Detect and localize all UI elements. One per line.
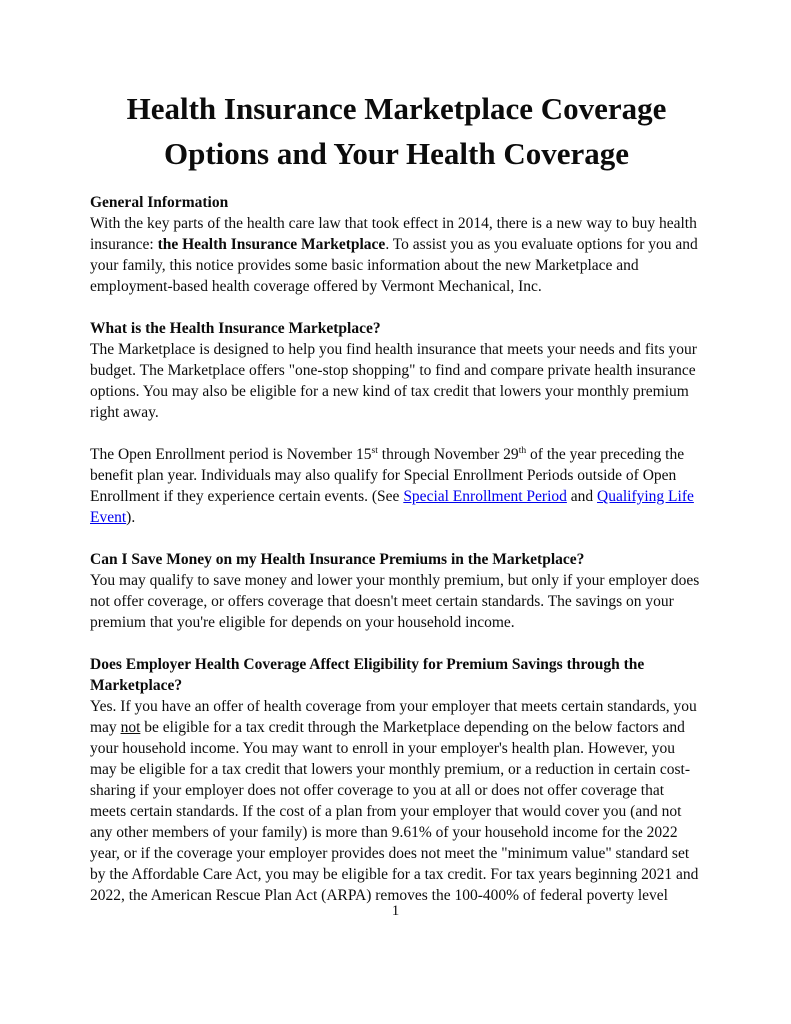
ordinal-superscript: st	[371, 444, 378, 456]
paragraph	[90, 570, 703, 633]
section-heading: What is the Health Insurance Marketplace?	[90, 320, 381, 337]
document-title-line1: Health Insurance Marketplace Coverage	[126, 91, 667, 126]
section-heading: General Information	[90, 194, 229, 211]
text-run: You may qualify to save money and lower your monthly premium, but only if your employer does not offer coverage, or offers coverage that doesn't meet certain standards. The savings on your premium that you're eligible for depends on your household income.	[90, 572, 700, 631]
text-run: not	[120, 719, 141, 736]
document-title	[90, 86, 703, 176]
paragraph	[90, 213, 703, 297]
text-run: . To assist you as you evaluate options for you and your family, this notice provides some basic information about the new Marketplace and employment-based health coverage offered by Vermont Mechanical, Inc.	[90, 236, 698, 295]
ordinal-superscript: th	[518, 444, 527, 456]
text-run: of the year preceding the benefit plan year. Individuals may also qualify for Special Enrollment Periods outside of Open Enrollment if they experience certain events. (See	[90, 446, 685, 505]
section-general-information	[90, 192, 703, 297]
qualifying-life-event-link[interactable]: Qualifying Life Event	[90, 488, 694, 526]
document-title-line2: Options and Your Health Coverage	[163, 136, 630, 171]
text-run: be eligible for a tax credit through the Marketplace depending on the below factors and your household income. You may want to enroll in your employer's health plan. However, you may be eligible for a tax credit that lowers your monthly premium, or a reduction in certain cost-sharing if your employer does not offer coverage to you at all or does not offer coverage that meets certain standards. If the cost of a plan from your employer that would cover you (and not any other members of your family) is more than 9.61% of your household income for the 2022 year, or if the coverage your employer provides does not meet the "minimum value" standard set by the Affordable Care Act, you may be eligible for a tax credit. For tax years beginning 2021 and 2022, the American Rescue Plan Act (ARPA) removes the 100-400% of federal poverty level	[90, 719, 699, 904]
text-run: through November 29	[377, 446, 519, 463]
paragraph	[90, 339, 703, 423]
section-employer-coverage-eligibility	[90, 654, 703, 906]
page-number: 1	[391, 903, 400, 919]
paragraph	[90, 444, 703, 528]
text-run: the Health Insurance Marketplace	[157, 236, 386, 253]
text-run: and	[566, 488, 598, 505]
section-heading: Does Employer Health Coverage Affect Eligibility for Premium Savings through the Marketplace?	[90, 656, 645, 694]
text-run: ).	[126, 509, 136, 526]
section-heading: Can I Save Money on my Health Insurance Premiums in the Marketplace?	[90, 551, 585, 568]
special-enrollment-period-link[interactable]: Special Enrollment Period	[403, 488, 567, 505]
text-run: Yes. If you have an offer of health coverage from your employer that meets certain standards, you may	[90, 698, 697, 736]
section-can-i-save-money	[90, 549, 703, 633]
paragraph	[90, 696, 703, 906]
text-run: The Marketplace is designed to help you find health insurance that meets your needs and fits your budget. The Marketplace offers "one-stop shopping" to find and compare private health insurance options. You may also be eligible for a new kind of tax credit that lowers your monthly premium right away.	[90, 341, 697, 421]
section-what-is-marketplace	[90, 318, 703, 528]
text-run: The Open Enrollment period is November 15	[90, 446, 372, 463]
text-run: With the key parts of the health care law that took effect in 2014, there is a new way to buy health insurance:	[90, 215, 697, 253]
